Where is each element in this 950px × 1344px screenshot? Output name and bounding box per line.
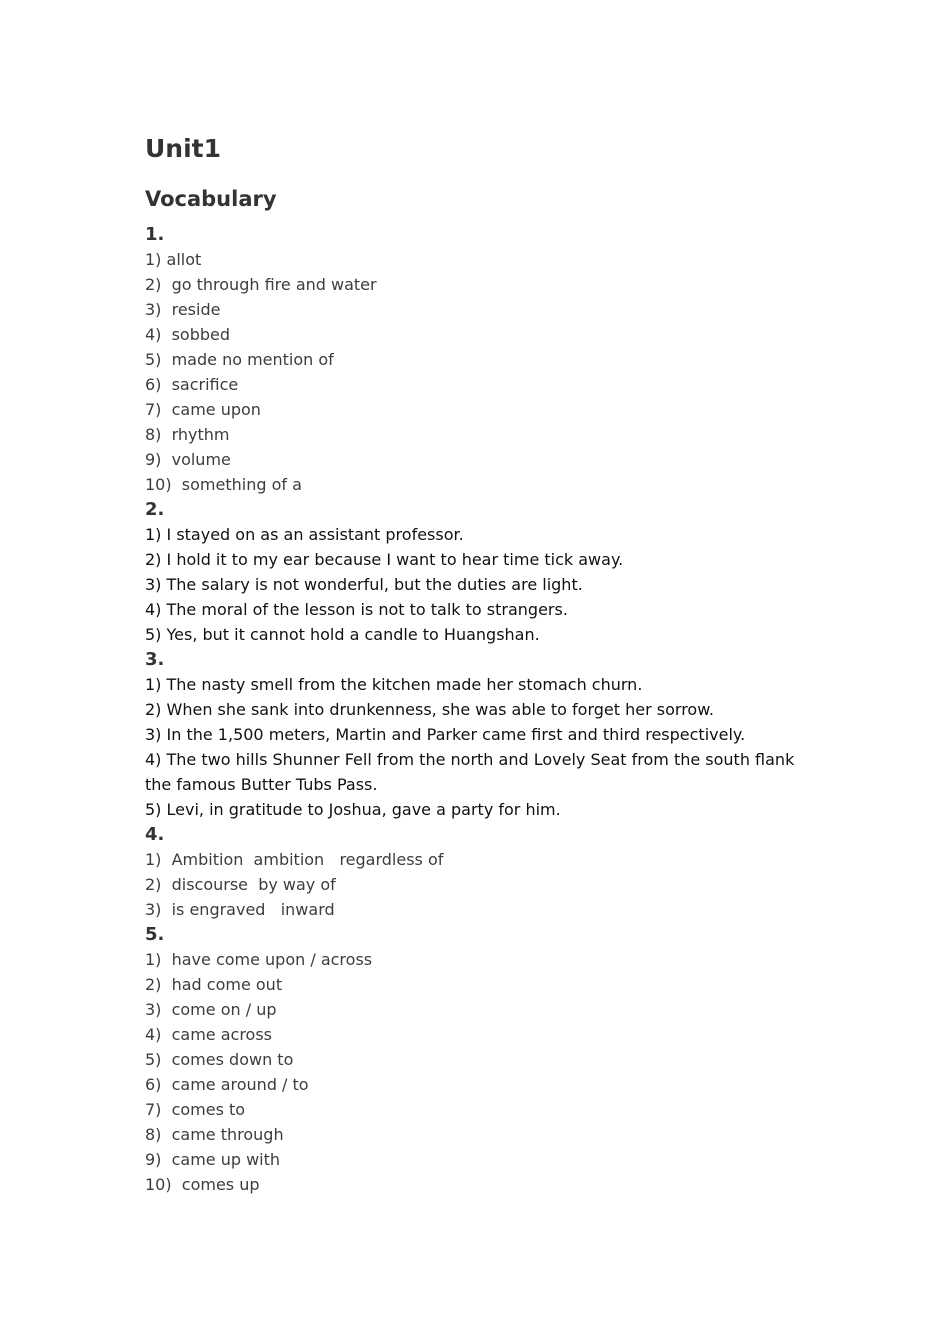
answer-line: 2) I hold it to my ear because I want to hear time tick away. [145, 550, 624, 569]
answer-line: 7) comes to [145, 1100, 246, 1119]
answer-line: 4) The two hills Shunner Fell from the north and Lovely Seat from the south flank the famous Butter Tubs Pass. [145, 750, 800, 794]
exercise-section [145, 497, 825, 647]
answer-line: 1) The nasty smell from the kitchen made her stomach churn. [145, 675, 643, 694]
exercise-number: 4. [145, 824, 165, 845]
answer-line: 5) Levi, in gratitude to Joshua, gave a party for him. [145, 800, 561, 819]
answer-line: 1) allot [145, 250, 202, 269]
answer-line: 2) When she sank into drunkenness, she was able to forget her sorrow. [145, 700, 714, 719]
exercise-number: 1. [145, 224, 165, 245]
answer-line: 3) In the 1,500 meters, Martin and Parker came first and third respectively. [145, 725, 746, 744]
exercise-section [145, 822, 825, 922]
answer-line: 8) came through [145, 1125, 284, 1144]
answer-line: 6) sacrifice [145, 375, 239, 394]
answer-line: 2) go through fire and water [145, 275, 377, 294]
answer-line: 5) comes down to [145, 1050, 294, 1069]
answer-line: 10) something of a [145, 475, 302, 494]
answer-line: 9) volume [145, 450, 231, 469]
answer-line: 2) discourse by way of [145, 875, 336, 894]
exercise-section [145, 922, 825, 1197]
exercise-number: 5. [145, 924, 165, 945]
answer-line: 3) come on / up [145, 1000, 277, 1019]
exercise-section [145, 647, 825, 822]
answer-line: 1) have come upon / across [145, 950, 373, 969]
answer-line: 10) comes up [145, 1175, 260, 1194]
answer-line: 3) reside [145, 300, 221, 319]
answer-line: 8) rhythm [145, 425, 230, 444]
answer-line: 4) sobbed [145, 325, 231, 344]
section-heading-vocabulary: Vocabulary [145, 187, 277, 211]
answer-line: 3) is engraved inward [145, 900, 335, 919]
answer-line: 4) came across [145, 1025, 272, 1044]
answer-line: 6) came around / to [145, 1075, 309, 1094]
answer-line: 7) came upon [145, 400, 261, 419]
exercise-sections [145, 222, 825, 1197]
unit-title: Unit1 [145, 134, 222, 163]
answer-line: 1) I stayed on as an assistant professor. [145, 525, 464, 544]
answer-line: 1) Ambition ambition regardless of [145, 850, 444, 869]
exercise-number: 2. [145, 499, 165, 520]
exercise-number: 3. [145, 649, 165, 670]
answer-line: 9) came up with [145, 1150, 281, 1169]
exercise-section [145, 222, 825, 497]
answer-line: 2) had come out [145, 975, 283, 994]
answer-line: 3) The salary is not wonderful, but the duties are light. [145, 575, 583, 594]
document-page [145, 131, 825, 1197]
answer-line: 5) Yes, but it cannot hold a candle to Huangshan. [145, 625, 540, 644]
answer-line: 4) The moral of the lesson is not to talk to strangers. [145, 600, 568, 619]
answer-line: 5) made no mention of [145, 350, 334, 369]
